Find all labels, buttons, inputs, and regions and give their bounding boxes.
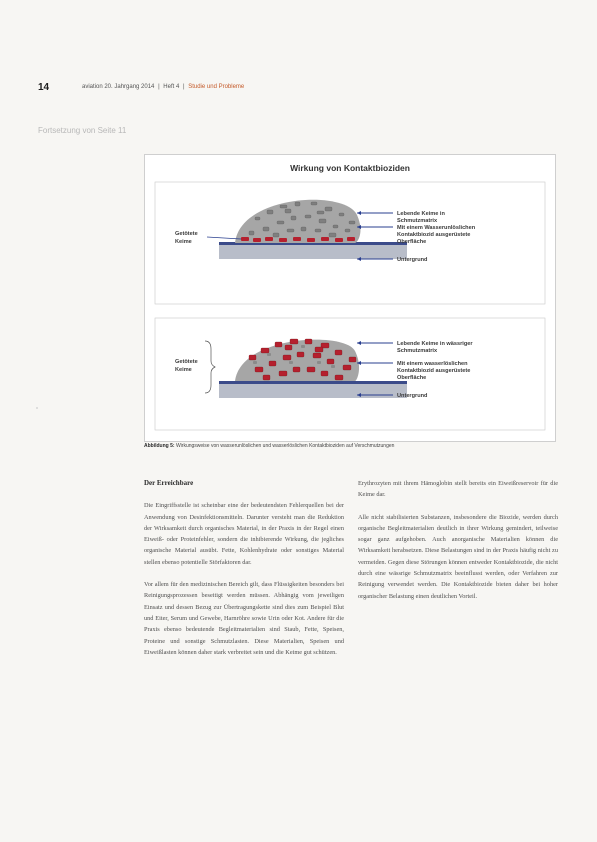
- figure-caption: [144, 443, 564, 449]
- germ: [285, 345, 292, 350]
- living-germ: [253, 361, 257, 364]
- living-germ: [267, 210, 273, 214]
- living-germ: [280, 205, 287, 208]
- germ: [269, 361, 276, 366]
- diagram-label: Lebende Keime in: [397, 211, 445, 217]
- diagram-label: Schmutzmatrix: [397, 348, 438, 354]
- diagram-label: Mit einem Wasserunlöslichen: [397, 225, 476, 231]
- journal-section: Studie und Probleme: [188, 84, 245, 90]
- germ: [321, 371, 328, 376]
- journal-name: aviation 20. Jahrgang 2014: [82, 84, 155, 90]
- killed-germs-label: Keime: [175, 367, 192, 373]
- killed-germ: [265, 237, 273, 241]
- living-germ: [273, 233, 279, 237]
- living-germ: [333, 225, 338, 228]
- germ: [349, 357, 356, 362]
- germ: [261, 348, 269, 353]
- figure-contact-biocides: [144, 154, 556, 442]
- living-germ: [287, 229, 294, 232]
- paragraph: Die Eingriffsstelle ist scheinbar eine der bedeutendsten Fehlerquellen bei der Anwendung von Desinfektionsmitteln. Darunter versteht man die Reduktion der Wirksamkeit durch organisches Material, in der Praxis in der Regel einen Eiweiß- oder Proteinfehler, sondern die inhibierende Wirkung, die jegliches organische Material ausübt. Fette, Kohlenhydrate oder sonstiges Material stellen ebenso potentielle Störfaktoren dar.: [144, 502, 344, 566]
- germ: [335, 375, 343, 380]
- living-germ: [301, 345, 305, 348]
- germ: [297, 352, 304, 357]
- germ: [343, 365, 351, 370]
- scan-speck: [36, 407, 38, 409]
- substrate-layer: [219, 245, 407, 259]
- killed-germ: [307, 238, 315, 242]
- diagram-label: Schmutzmatrix: [397, 218, 438, 224]
- living-germ: [289, 361, 293, 364]
- diagram-label: Mit einem wasserlöslichen: [397, 361, 468, 367]
- diagram-label: Lebende Keime in wässriger: [397, 341, 473, 347]
- article-column-left: [144, 478, 344, 669]
- diagram-label: Oberfläche: [397, 239, 427, 245]
- germ: [305, 339, 312, 344]
- section-heading: Der Erreichbare: [144, 479, 194, 487]
- germ: [290, 339, 298, 344]
- living-germ: [291, 216, 296, 220]
- article-column-right: [358, 478, 558, 613]
- panel-water-soluble: [155, 318, 545, 430]
- germ: [249, 355, 256, 360]
- diagram-label: Untergrund: [397, 393, 428, 399]
- living-germ: [329, 233, 336, 237]
- killed-germ: [293, 237, 301, 241]
- living-germ: [317, 361, 321, 364]
- killed-germs-label: Getötete: [175, 231, 198, 237]
- living-germ: [311, 202, 317, 205]
- germ: [263, 375, 270, 380]
- killed-germ: [321, 237, 329, 241]
- page-header: [38, 82, 559, 96]
- living-germ: [255, 217, 260, 220]
- killed-germs-label: Keime: [175, 239, 192, 245]
- journal-issue: Heft 4: [163, 84, 180, 90]
- journal-info: aviation 20. Jahrgang 2014 | Heft 4 | Studie und Probleme: [82, 84, 245, 90]
- figure-title: Wirkung von Kontaktbioziden: [290, 163, 410, 173]
- germ: [255, 367, 263, 372]
- living-germ: [267, 353, 271, 356]
- biocide-coating: [219, 381, 407, 384]
- page-number: 14: [38, 82, 50, 93]
- paragraph: Erythrozyten mit ihrem Hämoglobin stellt bereits ein Eiweißreservoir für die Keime dar.: [358, 480, 558, 499]
- living-germ: [331, 365, 335, 368]
- living-germ: [277, 221, 284, 224]
- continuation-note: Fortsetzung von Seite 11: [38, 126, 127, 135]
- germ: [283, 355, 291, 360]
- substrate-layer: [219, 384, 407, 398]
- living-germ: [317, 211, 324, 214]
- living-germ: [315, 229, 321, 232]
- living-germ: [263, 227, 269, 231]
- figure-diagram: [145, 155, 555, 441]
- killed-germ: [347, 237, 355, 241]
- killed-germ: [241, 237, 249, 241]
- diagram-label: Kontaktbiozid ausgerüstete: [397, 368, 471, 374]
- panel-water-insoluble: [155, 182, 545, 304]
- diagram-label: Untergrund: [397, 257, 428, 263]
- living-germ: [345, 229, 350, 232]
- caption-label: Abbildung 5:: [144, 443, 175, 449]
- living-germ: [339, 213, 344, 216]
- germ: [313, 353, 321, 358]
- germ: [327, 359, 334, 364]
- germ: [275, 342, 282, 347]
- living-germ: [249, 231, 254, 235]
- caption-text: Wirkungsweise von wasserunlöslichen und wasserlöslichen Kontaktbioziden auf Verschmutzungen: [175, 443, 395, 449]
- living-germ: [349, 221, 355, 224]
- living-germ: [295, 202, 300, 206]
- germ: [335, 350, 342, 355]
- germ: [307, 367, 315, 372]
- living-germ: [325, 207, 332, 211]
- germ: [293, 367, 300, 372]
- diagram-label: Oberfläche: [397, 375, 427, 381]
- killed-germs-label: Getötete: [175, 359, 198, 365]
- germ: [279, 371, 287, 376]
- living-germ: [305, 215, 311, 218]
- living-germ: [285, 209, 291, 213]
- killed-germ: [279, 238, 287, 242]
- paragraph: Vor allem für den medizinischen Bereich gilt, dass Flüssigkeiten besonders bei Reinigungsprozessen beseitigt werden müssen. Abhängig vom jeweiligen Einsatz und dessen Bezug zur Übertragungskette sind dies zum Beispiel Blut und Eiter, Serum und Gewebe, Harnröhre sowie Urin oder Kot. Andere für die Praxis ebenso bedeutende Begleitmaterialien sind Staub, Fette, Speisen, Proteine und sonstige Schmutzlasten. Diese Materialien, Speisen und Eiweißlasten können daher stark verbreitet sein und die Keime gut schützen.: [144, 581, 344, 656]
- living-germ: [319, 219, 326, 223]
- diagram-label: Kontaktbiozid ausgerüstete: [397, 232, 471, 238]
- germ: [315, 347, 323, 352]
- killed-germ: [335, 238, 343, 242]
- killed-germ: [253, 238, 261, 242]
- living-germ: [301, 227, 306, 231]
- paragraph: Alle nicht stabilisierten Substanzen, insbesondere die Biozide, werden durch organische Begleitmaterialien deutlich in ihrer Wirkung gemindert, teilweise sogar ganz aufgehoben. Auch anorganische Materialien können die Wirksamkeit herabsetzen. Diese Belastungen sind in der Praxis häufig nicht zu vermeiden. Gegen diese Störungen können entweder Kontaktbiozide, die nicht durch eine wässrige Schmutzmatrix beeinflusst werden, oder Verfahren zur Reinigung verwendet werden. Die Kontaktbiozide bieten daher bei hoher organischer Belastung einen deutlichen Vorteil.: [358, 513, 558, 600]
